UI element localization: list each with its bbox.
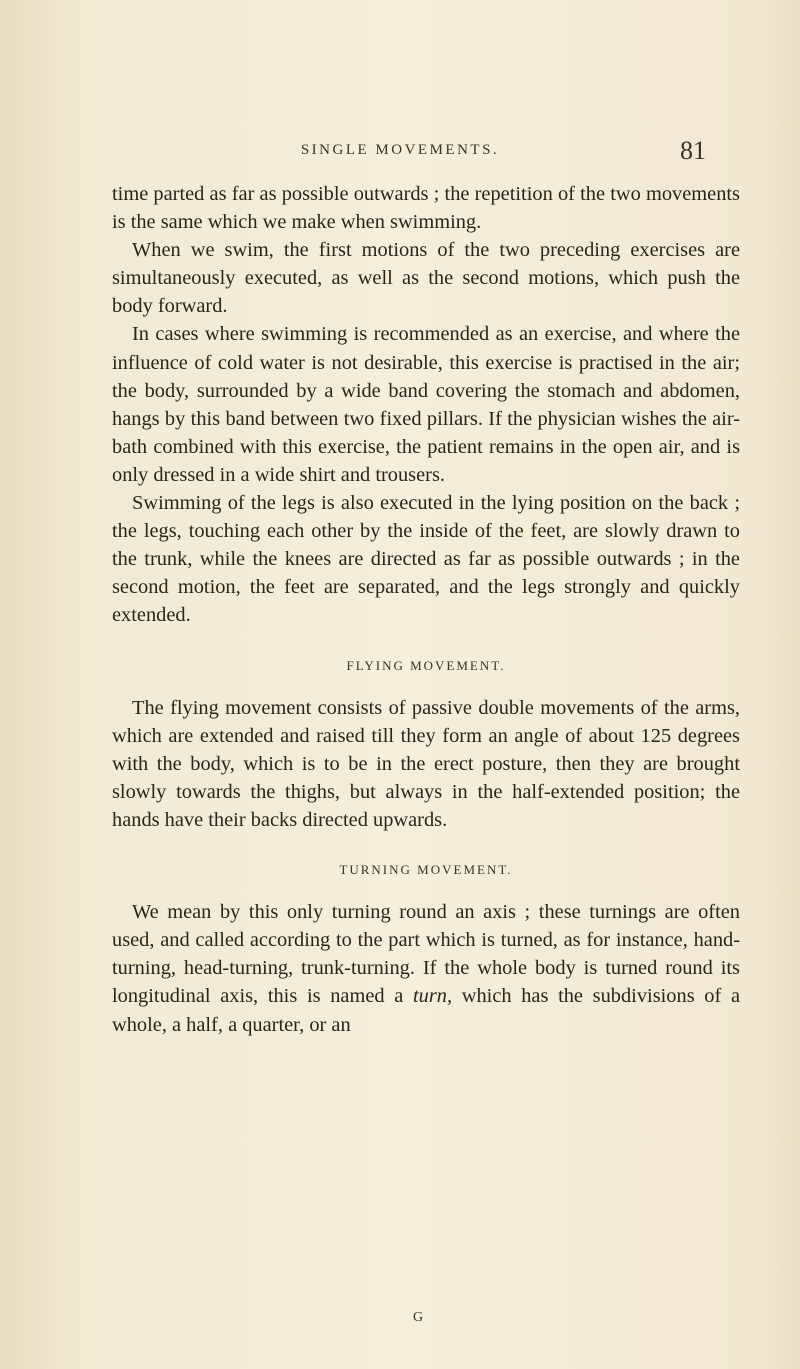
section-heading-flying: FLYING MOVEMENT. (346, 657, 506, 673)
turning-text-start: We mean by this only turning round an axis ; these turnings are often used, and called according to the part which is turned, as for instance, hand-turning, head-turning, trunk-turning. If the whole body is turned round its longitudinal axis, this is named a (112, 901, 740, 1008)
page-header (0, 138, 800, 168)
signature-mark: G (413, 1310, 424, 1325)
paragraph-air-swimming: In cases where swimming is recommended as an exercise, and where the influence of cold water is not desirable, this exercise is practised in the air; the body, surrounded by a wide band covering the stomach and abdomen, hangs by this band between two fixed pillars. If the physician wishes the air-bath combined with this exercise, the patient remains in the open air, and is only dressed in a wide shirt and trousers. (112, 323, 740, 486)
paragraph-leg-swimming: Swimming of the legs is also executed in the lying position on the back ; the legs, touching each other by the inside of the feet, are slowly drawn to the trunk, while the knees are directed as far as possible outwards ; in the second motion, the feet are separated, and the legs strongly and quickly extended. (112, 492, 740, 627)
running-head: SINGLE MOVEMENTS. (300, 142, 500, 158)
paragraph-flying: The flying movement consists of passive double movements of the arms, which are extended and raised till they form an angle of about 125 degrees with the body, which is to be in the erect posture, then they are brought slowly towards the thighs, but always in the half-extended position; the hands have their backs directed upwards. (112, 696, 740, 831)
turning-italic-term: turn, (412, 985, 453, 1008)
paragraph-turning (112, 898, 740, 1038)
body-text (112, 180, 740, 1039)
turning-text-end: which has the subdivisions of a whole, a half, a quarter, or an (112, 985, 740, 1036)
section-heading-turning: TURNING MOVEMENT. (339, 862, 513, 878)
paragraph-continuation: time parted as far as possible outwards ; the repetition of the two movements is the same which we make when swimming. (112, 183, 740, 234)
page-number: 81 (680, 136, 706, 165)
paragraph-swimming: When we swim, the first motions of the two preceding exercises are simultaneously executed, as well as the second motions, which push the body forward. (112, 239, 740, 318)
